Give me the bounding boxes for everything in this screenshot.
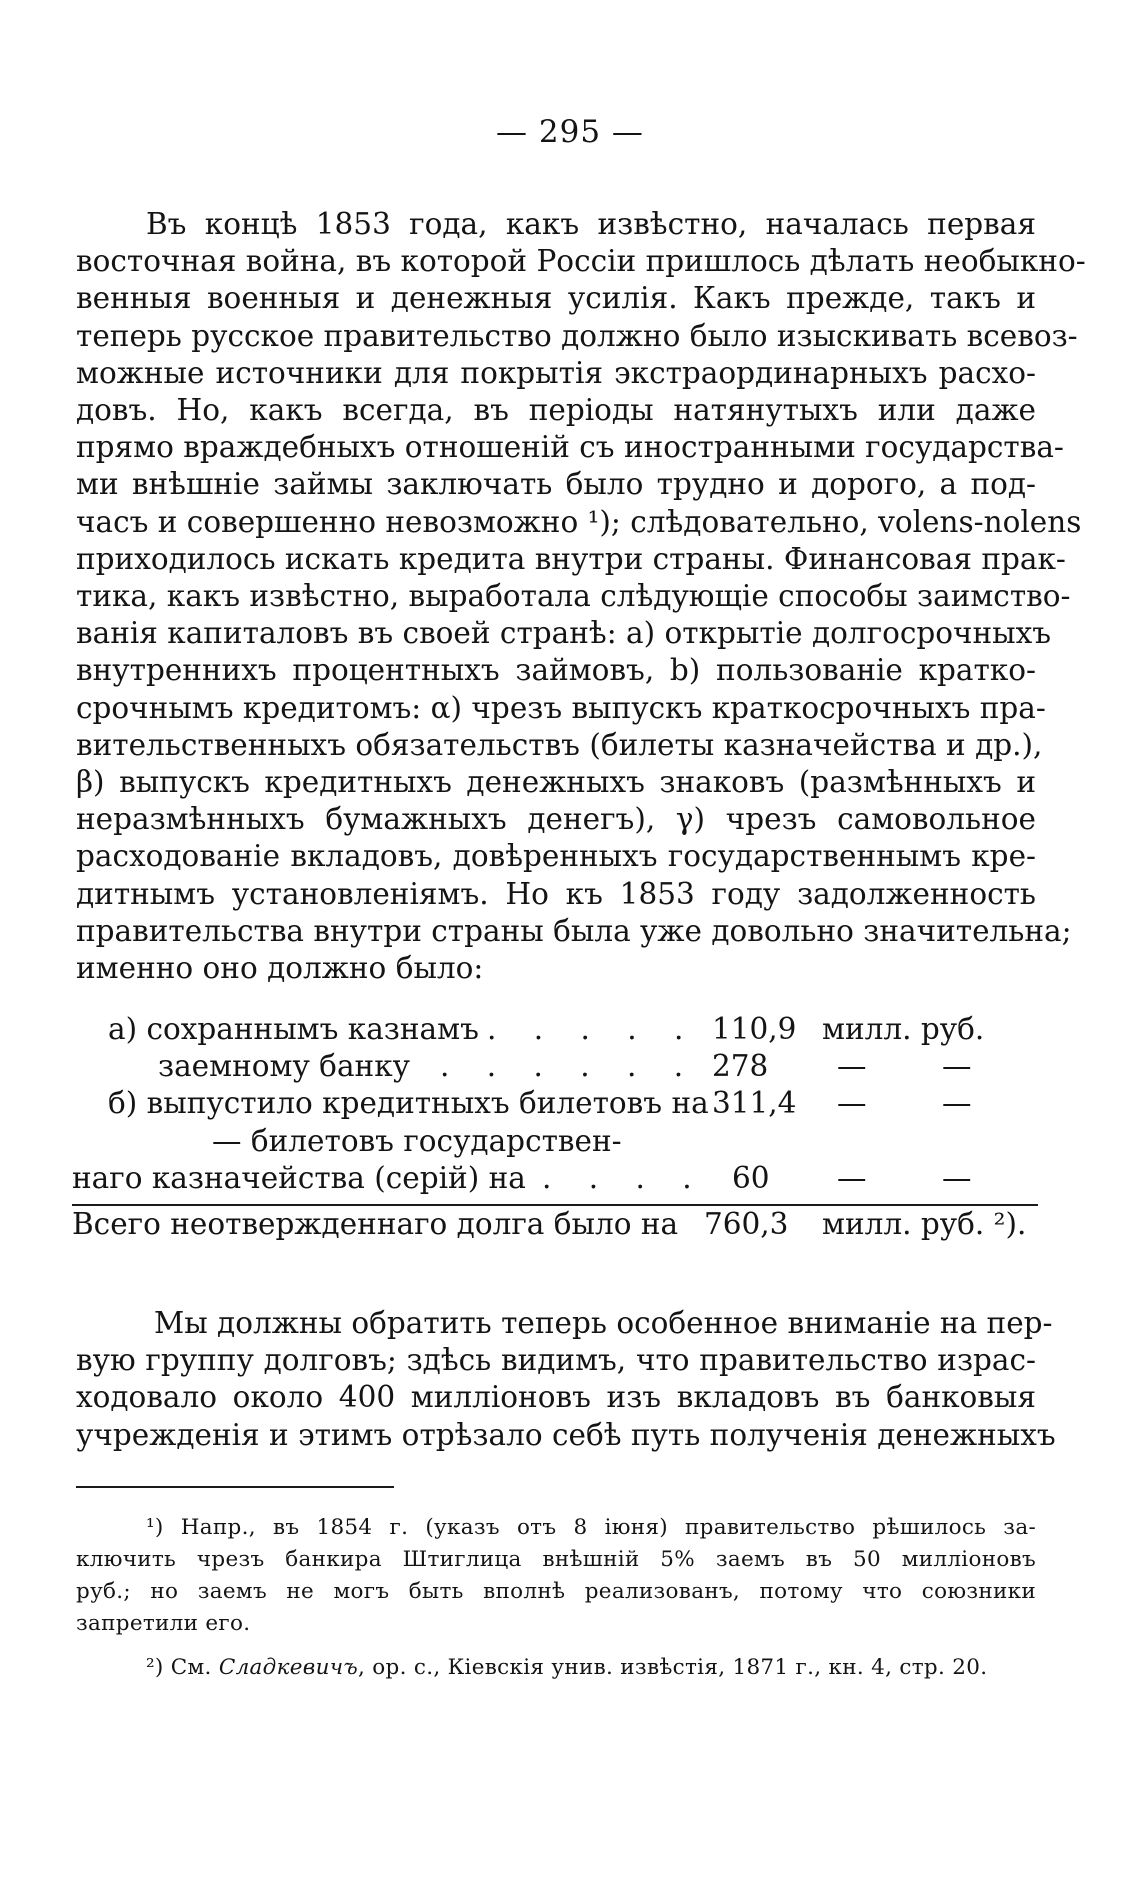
text-line: β) выпускъ кредитныхъ денежныхъ знаковъ (размѣнныхъ и (76, 765, 1036, 800)
text-line: теперь русское правительство должно было изыскивать всевоз- (76, 318, 1078, 353)
footnote-1-line: ключить чрезъ банкира Штиглица внѣшній 5% заемъ въ 50 милліоновъ (76, 1547, 1036, 1572)
row-label: а) сохраннымъ казнамъ (108, 1012, 479, 1046)
text-line: восточная война, въ которой Россіи пришлось дѣлать необыкно- (76, 244, 1086, 279)
row-dash: — (942, 1049, 972, 1084)
row-dots: . . . . (542, 1160, 706, 1195)
page-number: — 295 — (496, 114, 644, 150)
footnote-1-line: руб.; но заемъ не могъ быть вполнѣ реализованъ, потому что союзники (76, 1579, 1036, 1604)
debt-table (72, 1011, 1038, 1197)
text-line: довъ. Но, какъ всегда, въ періоды натянутыхъ или даже (76, 393, 1036, 428)
row-amount: 278 (712, 1049, 769, 1084)
text-line: именно оно должно было: (76, 951, 484, 986)
row-amount: 110,9 (712, 1012, 797, 1046)
row-dash: — (942, 1086, 972, 1121)
total-amount: 760,3 (704, 1207, 789, 1241)
text-line: приходилось искать кредита внутри страны. Финансовая прак- (76, 541, 1066, 576)
text-line: неразмѣнныхъ бумажныхъ денегъ), γ) чрезъ самовольное (76, 802, 1036, 837)
text-line: вительственныхъ обязательствъ (билеты казначейства и др.), (76, 727, 1043, 762)
paragraph-2 (76, 1305, 1056, 1454)
footnote-2-rest: , op. c., Кіевскія унив. извѣстія, 1871 г., кн. 4, стр. 20. (358, 1655, 988, 1680)
row-dots: . . . . . (487, 1012, 698, 1046)
text-line: можные источники для покрытія экстраординарныхъ расхо- (76, 355, 1036, 390)
text-line: тика, какъ извѣстно, выработала слѣдующіе способы заимство- (76, 579, 1071, 614)
text-line: дитнымъ установленіямъ. Но къ 1853 году задолженность (76, 876, 1036, 911)
footnote-1-line (76, 1512, 1036, 1544)
row-dash: — (837, 1049, 867, 1084)
row-amount: 311,4 (712, 1086, 797, 1121)
footnote-ref: ²). (993, 1207, 1027, 1241)
text-line: правительства внутри страны была уже довольно значительна; (76, 913, 1072, 948)
row-dash: — (837, 1160, 867, 1195)
row-label: — билетовъ государствен- (212, 1123, 622, 1158)
table-row (72, 1123, 1038, 1160)
text-line: ходовало около 400 милліоновъ изъ вкладовъ въ банковыя (76, 1380, 1036, 1415)
total-label: Всего неотвержденнаго долга было на (72, 1207, 679, 1241)
row-dots: . . . . . . (440, 1049, 698, 1084)
total-row (72, 1206, 1072, 1246)
text-line: Въ концѣ 1853 года, какъ извѣстно, началась первая (146, 207, 1036, 241)
text-line: венныя военныя и денежныя усилія. Какъ прежде, такъ и (76, 281, 1036, 316)
text-line: внутреннихъ процентныхъ займовъ, b) пользованіе кратко- (76, 653, 1036, 688)
table-row (72, 1160, 1038, 1197)
text-line: срочнымъ кредитомъ: α) чрезъ выпускъ краткосрочныхъ пра- (76, 690, 1046, 725)
row-unit: милл. руб. (822, 1012, 985, 1046)
row-label: б) выпустило кредитныхъ билетовъ на (108, 1086, 709, 1121)
footnotes (76, 1512, 1036, 1684)
total-unit (822, 1206, 1026, 1243)
text-line: часъ и совершенно невозможно ¹); слѣдовательно, volens-nolens (76, 504, 1082, 539)
text-line: расходованіе вкладовъ, довѣренныхъ государственнымъ кре- (76, 839, 1036, 874)
table-row (72, 1085, 1038, 1122)
footnote-rule (76, 1486, 394, 1488)
row-dash: — (942, 1160, 972, 1195)
footnote-2-author: Сладкевичъ (218, 1655, 359, 1680)
table-row (72, 1048, 1038, 1085)
row-dash: — (837, 1086, 867, 1121)
text-line: Мы должны обратить теперь особенное вниманіе на пер- (154, 1306, 1053, 1340)
footnote-1-text: Напр., въ 1854 г. (указъ отъ 8 іюня) правительство рѣшилось за- (180, 1515, 1037, 1540)
text-line: ванія капиталовъ въ своей странѣ: а) открытіе долгосрочныхъ (76, 616, 1052, 651)
text-line: ми внѣшніе займы заключать было трудно и дорого, а под- (76, 467, 1036, 502)
total-unit-text: милл. руб. (822, 1207, 985, 1241)
row-label: наго казначейства (серій) на (72, 1160, 526, 1195)
text-line: прямо враждебныхъ отношеній съ иностранными государства- (76, 430, 1064, 465)
text-line: учрежденія и этимъ отрѣзало себѣ путь полученія денежныхъ (76, 1417, 1056, 1452)
footnote-1-line: запретили его. (76, 1611, 251, 1636)
row-label: заемному банку (158, 1049, 410, 1084)
table-row (72, 1011, 1038, 1048)
footnote-2-line (76, 1652, 1036, 1684)
paragraph-1 (76, 206, 1086, 987)
footnote-2-prefix: См. (170, 1655, 212, 1680)
footnote-1-mark: ¹) (146, 1515, 164, 1540)
row-amount: 60 (732, 1160, 770, 1195)
text-line: вую группу долговъ; здѣсь видимъ, что правительство израс- (76, 1343, 1036, 1378)
footnote-2-mark: ²) (146, 1655, 164, 1680)
